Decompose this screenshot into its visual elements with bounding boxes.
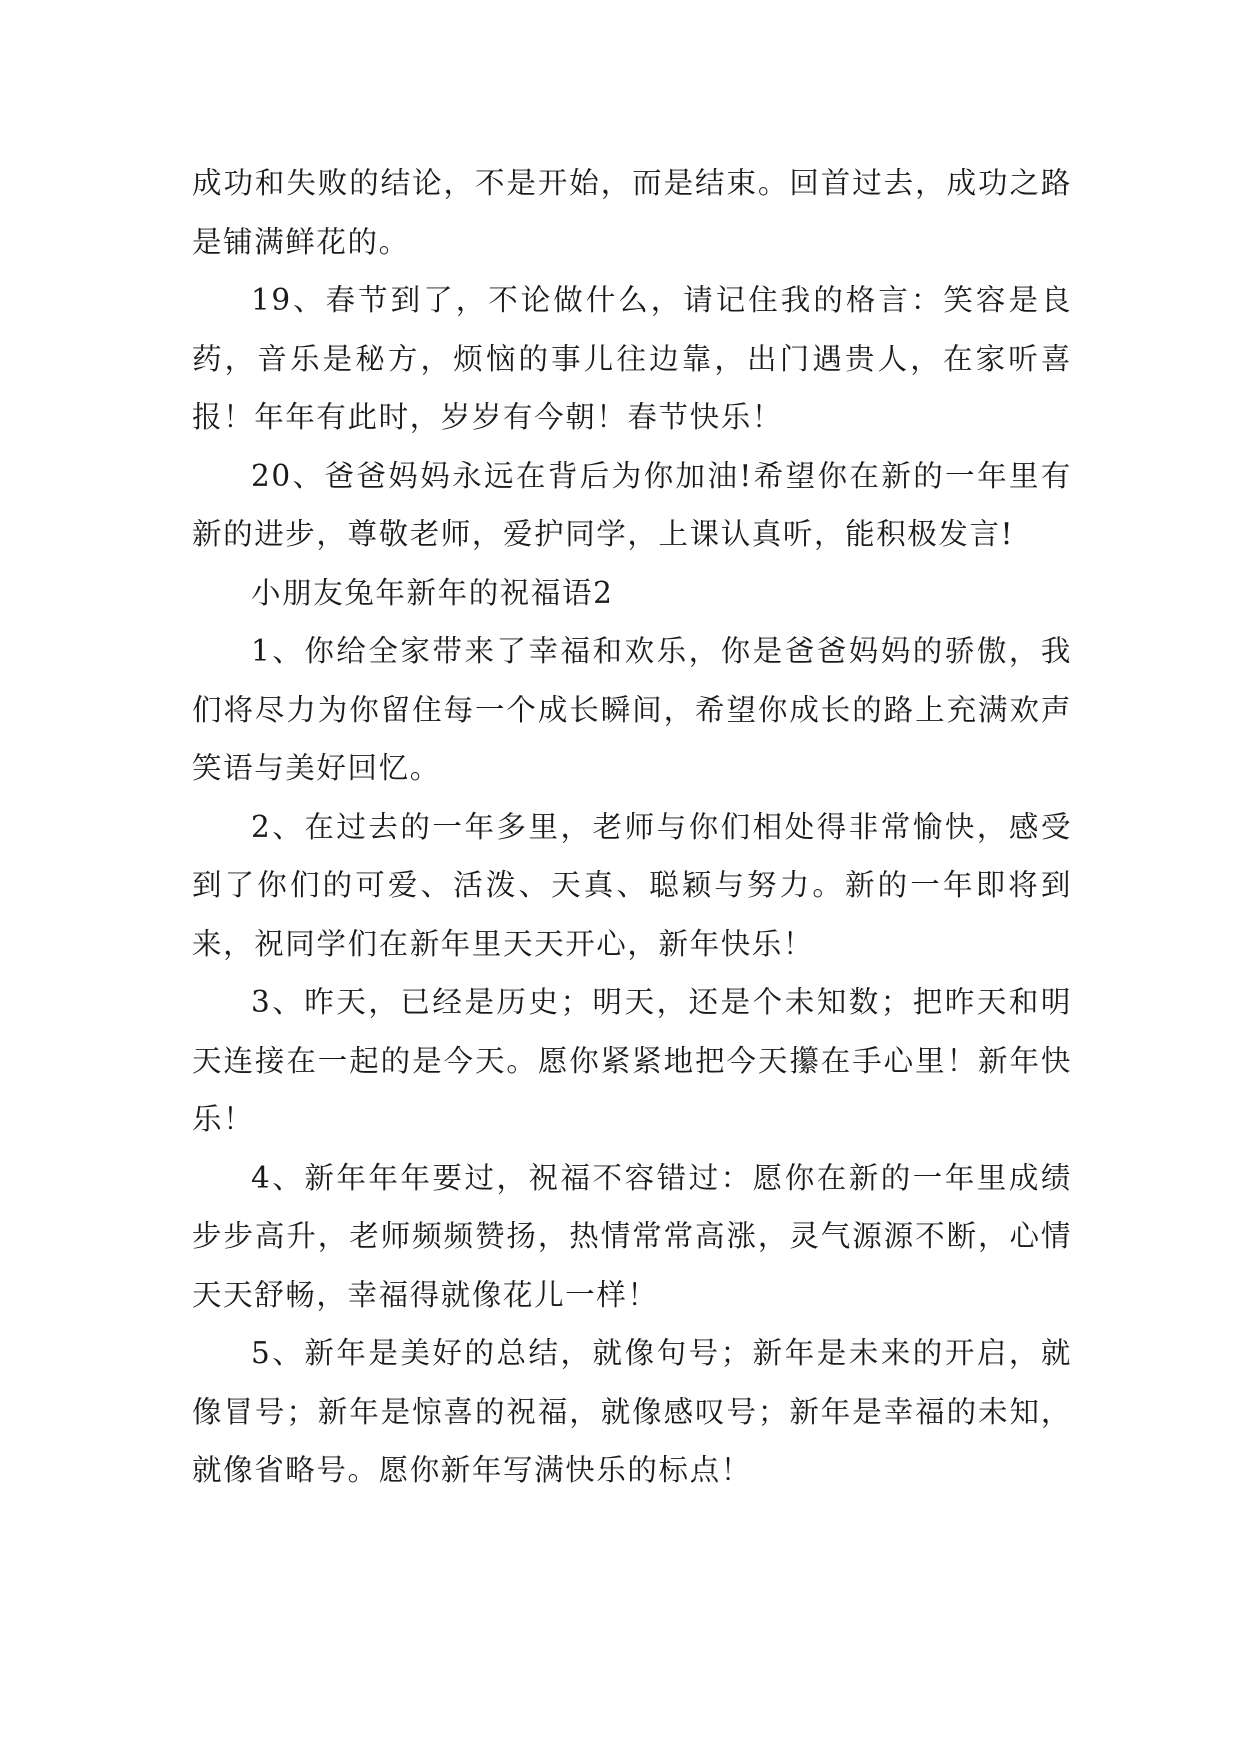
paragraph-item-19: 19、春节到了，不论做什么，请记住我的格言：笑容是良药，音乐是秘方，烦恼的事儿往边靠，出门遇贵人，在家听喜报！年年有此时，岁岁有今朝！春节快乐！	[192, 283, 1072, 434]
paragraph-continuation: 成功和失败的结论，不是开始，而是结束。回首过去，成功之路是铺满鲜花的。	[192, 166, 1072, 259]
document-page	[192, 154, 1072, 1500]
paragraph-item-1: 1、你给全家带来了幸福和欢乐，你是爸爸妈妈的骄傲，我们将尽力为你留住每一个成长瞬间，希望你成长的路上充满欢声笑语与美好回忆。	[192, 634, 1072, 785]
section-heading: 小朋友兔年新年的祝福语2	[251, 575, 614, 610]
paragraph-item-5: 5、新年是美好的总结，就像句号；新年是未来的开启，就像冒号；新年是惊喜的祝福，就像感叹号；新年是幸福的未知，就像省略号。愿你新年写满快乐的标点！	[192, 1336, 1072, 1487]
paragraph-item-20: 20、爸爸妈妈永远在背后为你加油!希望你在新的一年里有新的进步，尊敬老师，爱护同学，上课认真听，能积极发言!	[192, 458, 1072, 551]
paragraph-item-4: 4、新年年年要过，祝福不容错过：愿你在新的一年里成绩步步高升，老师频频赞扬，热情常常高涨，灵气源源不断，心情天天舒畅，幸福得就像花儿一样！	[192, 1160, 1072, 1312]
paragraph-item-2: 2、在过去的一年多里，老师与你们相处得非常愉快，感受到了你们的可爱、活泼、天真、聪颖与努力。新的一年即将到来，祝同学们在新年里天天开心，新年快乐！	[192, 809, 1072, 961]
paragraph-item-3: 3、昨天，已经是历史；明天，还是个未知数；把昨天和明天连接在一起的是今天。愿你紧紧地把今天攥在手心里！新年快乐！	[192, 985, 1072, 1136]
